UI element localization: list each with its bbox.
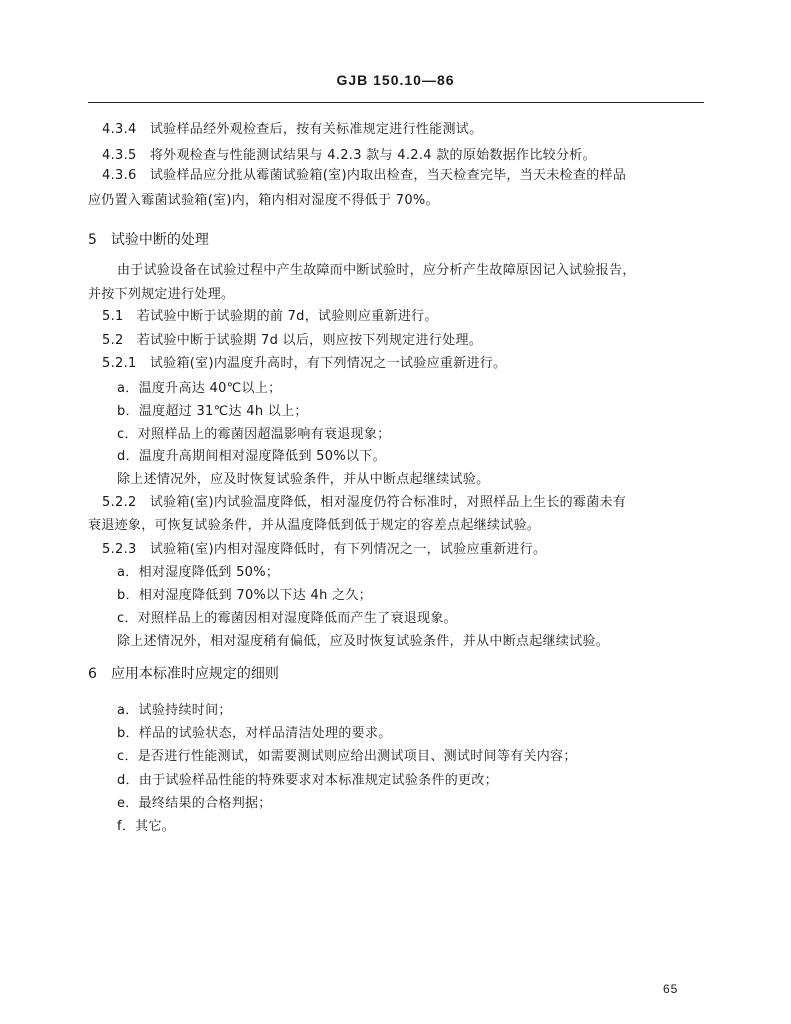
list-item-6-e: e．最终结果的合格判据；: [117, 796, 272, 811]
clause-5-2-2: 5.2.2 试验箱(室)内试验温度降低，相对湿度仍符合标准时，对照样品上生长的霉菌未有: [102, 495, 627, 510]
clause-4-3-4: 4.3.4 试验样品经外观检查后，按有关标准规定进行性能测试。: [102, 122, 483, 137]
list-item-5-2-1-c: c．对照样品上的霉菌因超温影响有衰退现象；: [117, 427, 391, 442]
header-rule: [88, 102, 704, 103]
section-5-intro-cont: 并按下列规定进行处理。: [88, 287, 235, 302]
standard-code-header: GJB 150.10—86: [336, 72, 455, 88]
clause-5-2: 5.2 若试验中断于试验期 7d 以后，则应按下列规定进行处理。: [102, 333, 483, 348]
list-item-5-2-3-b: b．相对湿度降低到 70%以下达 4h 之久；: [117, 588, 372, 603]
clause-4-3-5: 4.3.5 将外观检查与性能测试结果与 4.2.3 款与 4.2.4 款的原始数据作比较分析。: [102, 148, 596, 163]
clause-5-2-1: 5.2.1 试验箱(室)内温度升高时，有下列情况之一试验应重新进行。: [102, 356, 507, 371]
clause-5-2-1-remark: 除上述情况外，应及时恢复试验条件，并从中断点起继续试验。: [117, 472, 490, 487]
list-item-6-d: d．由于试验样品性能的特殊要求对本标准规定试验条件的更改；: [117, 773, 498, 788]
list-item-5-2-3-a: a．相对湿度降低到 50%；: [117, 565, 280, 580]
clause-5-2-3: 5.2.3 试验箱(室)内相对湿度降低时，有下列情况之一，试验应重新进行。: [102, 542, 547, 557]
clause-5-2-3-remark: 除上述情况外，相对湿度稍有偏低，应及时恢复试验条件，并从中断点起继续试验。: [117, 634, 610, 649]
clause-4-3-6-cont: 应仍置入霉菌试验箱(室)内，箱内相对湿度不得低于 70%。: [88, 193, 439, 208]
clause-4-3-6: 4.3.6 试验样品应分批从霉菌试验箱(室)内取出检查，当天检查完毕，当天未检查的样品: [102, 168, 627, 183]
clause-5-2-2-cont: 衰退迹象，可恢复试验条件，并从温度降低到低于规定的容差点起继续试验。: [88, 518, 541, 533]
section-5-intro: 由于试验设备在试验过程中产生故障而中断试验时，应分析产生故障原因记入试验报告，: [117, 263, 636, 278]
list-item-5-2-1-b: b．温度超过 31℃达 4h 以上；: [117, 404, 308, 419]
section-6-heading: 6 应用本标准时应规定的细则: [88, 666, 279, 682]
list-item-6-b: b．样品的试验状态，对样品清洁处理的要求。: [117, 726, 392, 741]
list-item-6-a: a．试验持续时间；: [117, 703, 232, 718]
list-item-6-c: c．是否进行性能测试，如需要测试则应给出测试项目、测试时间等有关内容；: [117, 749, 577, 764]
list-item-5-2-1-d: d．温度升高期间相对湿度降低到 50%以下。: [117, 449, 386, 464]
page-number: 65: [663, 982, 679, 996]
section-5-heading: 5 试验中断的处理: [88, 232, 209, 248]
list-item-5-2-1-a: a．温度升高达 40℃以上；: [117, 381, 282, 396]
clause-5-1: 5.1 若试验中断于试验期的前 7d，试验则应重新进行。: [102, 309, 438, 324]
list-item-5-2-3-c: c．对照样品上的霉菌因相对湿度降低而产生了衰退现象。: [117, 611, 457, 626]
list-item-6-f: f．其它。: [117, 819, 176, 834]
